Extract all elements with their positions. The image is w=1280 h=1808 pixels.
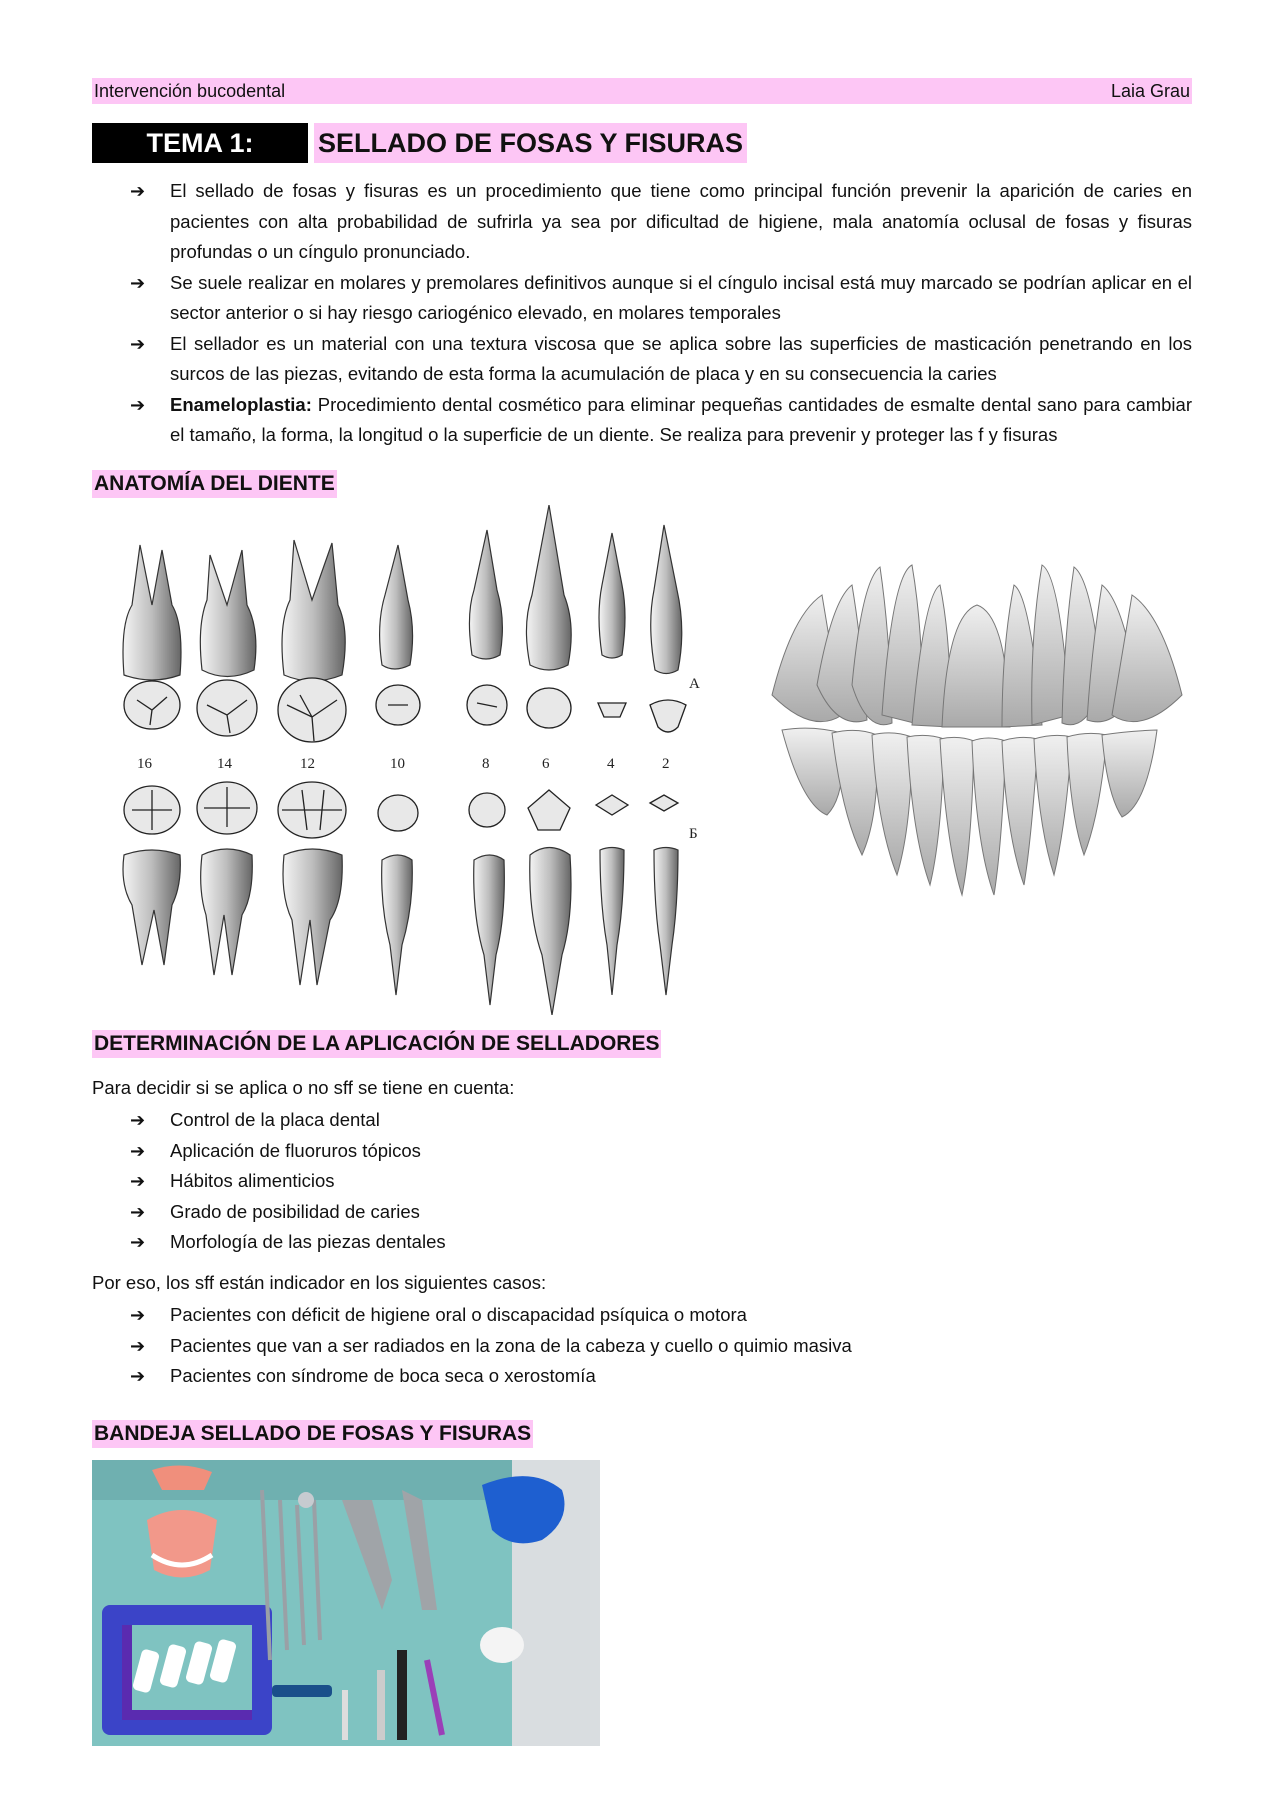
arrow-right-icon: ➔ <box>130 181 146 201</box>
tooth-number: 8 <box>482 756 490 772</box>
tooth-number: 14 <box>217 756 232 772</box>
list-item: ➔ Morfología de las piezas dentales <box>130 1227 446 1258</box>
dentition-3d-figure <box>762 555 1192 905</box>
list-item: ➔ Pacientes con déficit de higiene oral o discapacidad psíquica o motora <box>130 1300 852 1331</box>
arrow-right-icon: ➔ <box>130 1140 146 1161</box>
figure-label-upper: A <box>689 676 700 692</box>
list-item: ➔ Enameloplastia: Procedimiento dental cosmético para eliminar pequeñas cantidades de esmalte dental sano para cambiar el tamaño, la forma, la longitud o la superficie de un diente. Se realiza para prevenir y proteger las f y fisuras <box>130 390 1192 451</box>
title-label: TEMA 1: <box>92 123 308 163</box>
tooth-number: 2 <box>662 756 670 772</box>
header-subject: Intervención bucodental <box>94 81 286 101</box>
list-item: ➔ Se suele realizar en molares y premolares definitivos aunque si el cíngulo incisal está muy marcado se podrían aplicar en el sector anterior o si hay riesgo cariogénico elevado, en molares temporales <box>130 268 1192 329</box>
arrow-right-icon: ➔ <box>130 272 146 293</box>
list-item: ➔ El sellador es un material con una textura viscosa que se aplica sobre las superficies de masticación penetrando en los surcos de las piezas, evitando de esta forma la acumulación de placa y en su consecuencia la caries <box>130 329 1192 390</box>
sealant-tray-photo <box>92 1460 600 1746</box>
tooth-number: 10 <box>390 756 405 772</box>
criteria-list <box>130 1105 446 1258</box>
list-item: ➔ Aplicación de fluoruros tópicos <box>130 1136 446 1167</box>
section-heading-anatomy: ANATOMÍA DEL DIENTE <box>92 470 337 498</box>
intro-list <box>130 176 1192 451</box>
tooth-number: 6 <box>542 756 550 772</box>
list-item: ➔ Grado de posibilidad de caries <box>130 1197 446 1228</box>
title-text: SELLADO DE FOSAS Y FISURAS <box>314 123 747 163</box>
arrow-right-icon: ➔ <box>130 1305 146 1325</box>
tooth-number: 12 <box>300 756 315 772</box>
list-item: ➔ Pacientes que van a ser radiados en la zona de la cabeza y cuello o quimio masiva <box>130 1331 852 1362</box>
arrow-right-icon: ➔ <box>130 1232 146 1252</box>
term-enameloplastia: Enameloplastia: <box>170 393 312 415</box>
arrow-right-icon: ➔ <box>130 1110 146 1130</box>
arrow-right-icon: ➔ <box>130 394 146 415</box>
page-title <box>92 123 747 163</box>
list-item: ➔ Hábitos alimenticios <box>130 1166 446 1197</box>
list-item: ➔ Control de la placa dental <box>130 1105 446 1136</box>
arrow-right-icon: ➔ <box>130 1335 146 1356</box>
page-header <box>92 78 1192 104</box>
section-heading-tray: BANDEJA SELLADO DE FOSAS Y FISURAS <box>92 1420 533 1448</box>
section-heading-determination: DETERMINACIÓN DE LA APLICACIÓN DE SELLADORES <box>92 1030 661 1058</box>
tooth-number: 4 <box>607 756 615 772</box>
arrow-right-icon: ➔ <box>130 1171 146 1191</box>
cases-list <box>130 1300 852 1392</box>
cases-intro: Por eso, los sff están indicador en los siguientes casos: <box>92 1272 547 1293</box>
determination-intro: Para decidir si se aplica o no sff se tiene en cuenta: <box>92 1077 515 1098</box>
arrow-right-icon: ➔ <box>130 1201 146 1222</box>
list-item: ➔ Pacientes con síndrome de boca seca o xerostomía <box>130 1361 852 1392</box>
arrow-right-icon: ➔ <box>130 1366 146 1386</box>
tooth-anatomy-figure <box>102 505 702 1015</box>
figure-label-lower: Б <box>689 826 698 842</box>
arrow-right-icon: ➔ <box>130 333 146 354</box>
tooth-number: 16 <box>137 756 152 772</box>
list-item: ➔ El sellado de fosas y fisuras es un procedimiento que tiene como principal función prevenir la aparición de caries en pacientes con alta probabilidad de sufrirla ya sea por dificultad de higiene, mala anatomía oclusal de fosas y fisuras profundas o un cíngulo pronunciado. <box>130 176 1192 268</box>
header-author: Laia Grau <box>1110 81 1190 101</box>
